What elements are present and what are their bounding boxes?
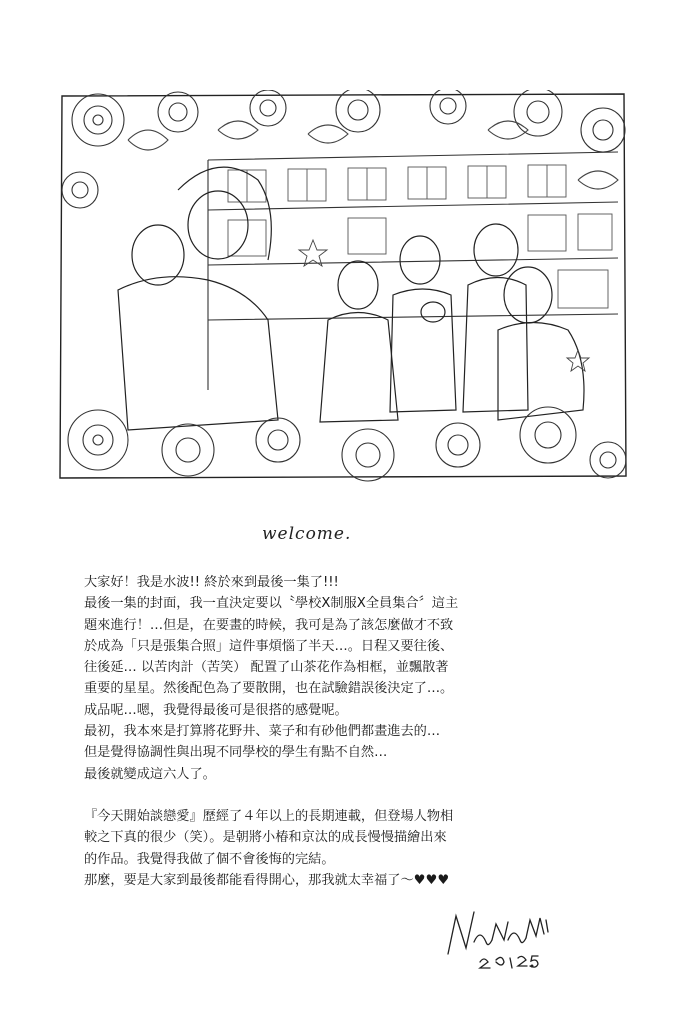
- text-line: 最後就變成這六人了。: [84, 766, 216, 782]
- paragraph-gap: [84, 785, 604, 806]
- text-line: 最後一集的封面，我一直決定要以〝學校X制服X全員集合〞這主: [84, 596, 459, 612]
- text-line: 題來進行！…但是，在要畫的時候，我可是為了該怎麼做才不致: [84, 617, 454, 633]
- text-line: 較之下真的很少（笑）。是朝將小椿和京汰的成長慢慢描繪出來: [84, 830, 447, 846]
- text-line: 往後延… 以苦肉計（苦笑） 配置了山茶花作為相框，並飄散著: [84, 660, 449, 676]
- text-line: 重要的星星。然後配色為了要散開，也在試驗錯誤後決定了…。: [84, 681, 454, 697]
- text-line: 成品呢…嗯，我覺得最後可是很搭的感覺呢。: [84, 702, 348, 718]
- text-line: 『今天開始談戀愛』歷經了４年以上的長期連載，但登場人物相: [84, 808, 454, 824]
- welcome-heading: welcome.: [262, 524, 352, 544]
- text-line: 最初，我本來是打算將花野井、菜子和有砂他們都畫進去的…: [84, 724, 441, 740]
- handwritten-signature: [440, 902, 560, 972]
- text-line: 於成為「只是張集合照」這件事煩惱了半天…。日程又要往後、: [84, 638, 454, 654]
- text-line: 的作品。我覺得我做了個不會後悔的完結。: [84, 851, 335, 867]
- text-line: 那麼，要是大家到最後都能看得開心，那我就太幸福了～♥♥♥: [84, 872, 450, 888]
- cover-illustration: [58, 90, 628, 482]
- afterword-text: [84, 572, 604, 891]
- text-line: 大家好！我是水波!! 終於來到最後一集了!!!: [84, 575, 339, 590]
- text-line: 但是覺得協調性與出現不同學校的學生有點不自然…: [84, 745, 388, 761]
